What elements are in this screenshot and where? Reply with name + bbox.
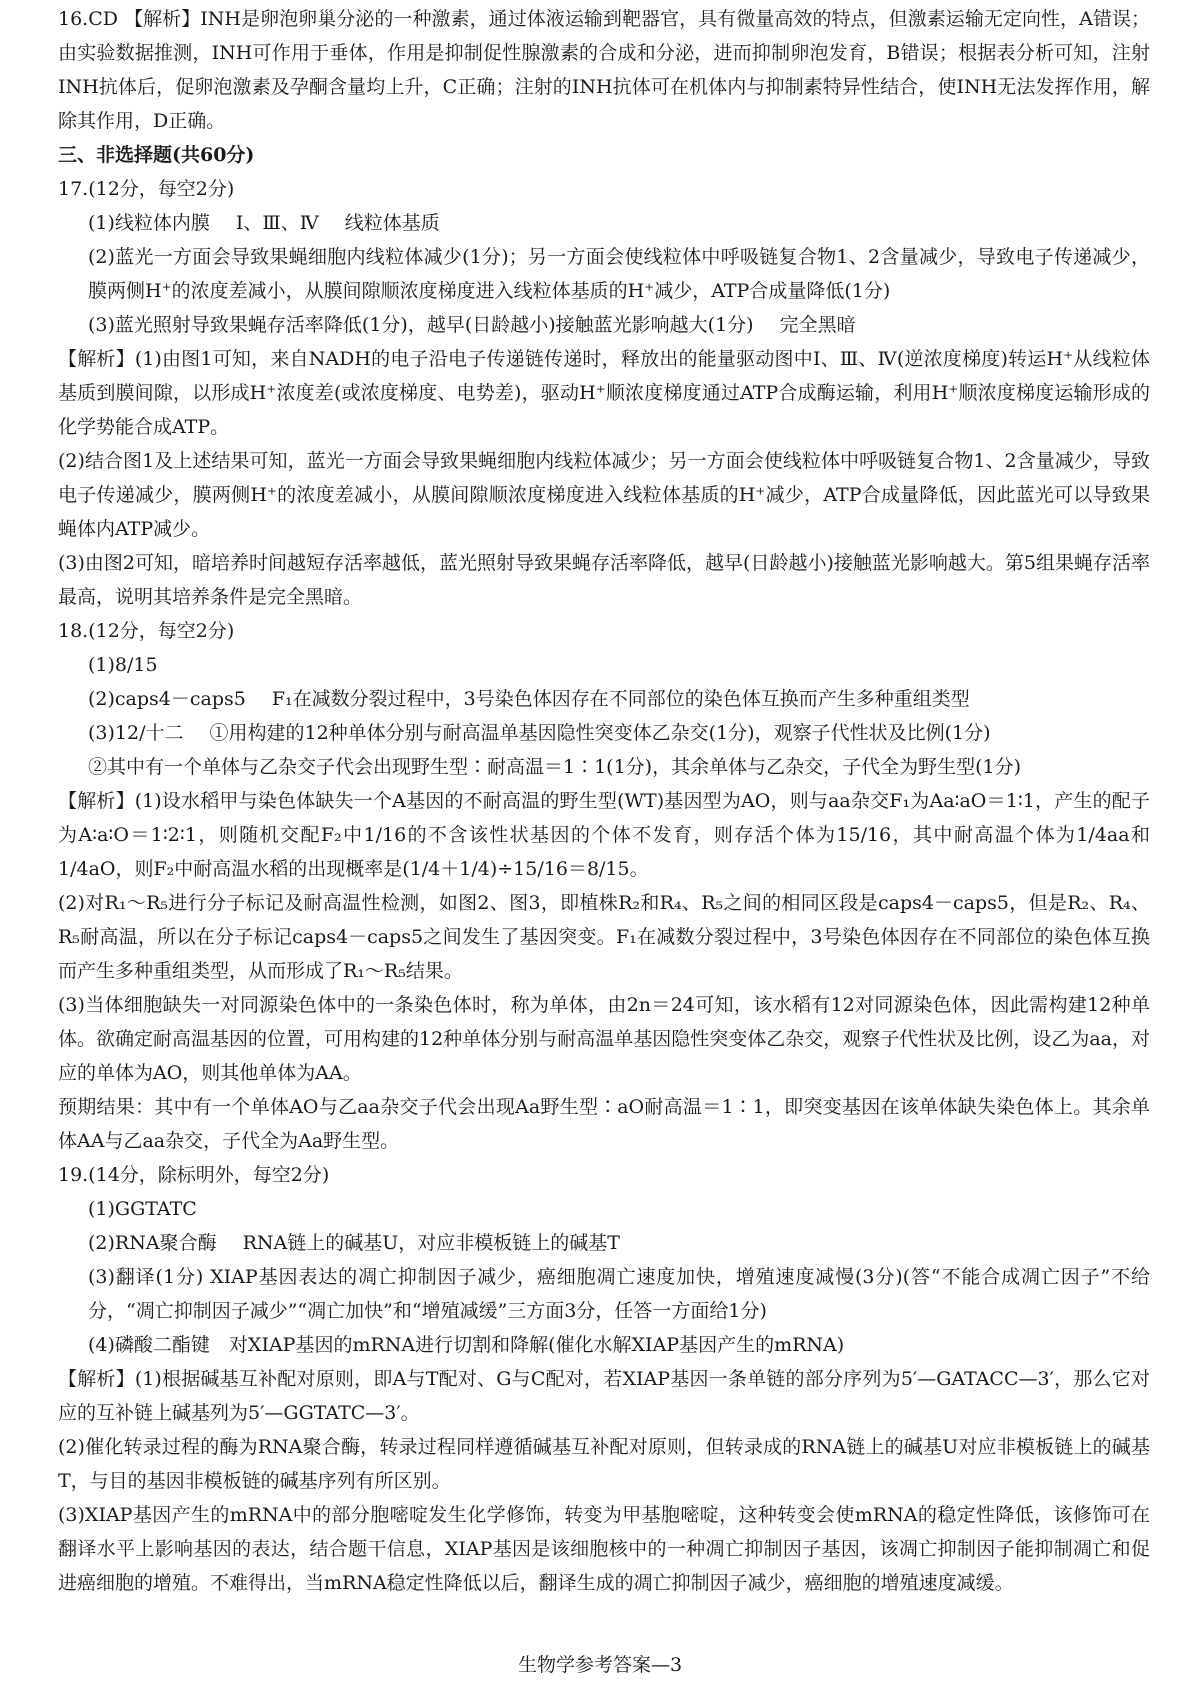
section-title: 三、非选择题(共60分): [58, 144, 255, 166]
q19-answer-3: (3)翻译(1分) XIAP基因表达的凋亡抑制因子减少，癌细胞凋亡速度加快，增殖速度减慢(3分)(答“不能合成凋亡因子”不给分，“凋亡抑制因子减少”“凋亡加快”和“增殖减缓”三方面3分，任答一方面给1分): [88, 1266, 1150, 1322]
q18-answer-2: [58, 682, 1150, 716]
q17-answer-2: (2)蓝光一方面会导致果蝇细胞内线粒体减少(1分)；另一方面会使线粒体中呼吸链复合物1、2含量减少，导致电子传递减少，膜两侧H⁺的浓度差减小，从膜间隙顺浓度梯度进入线粒体基质的H⁺减少，ATP合成量降低(1分): [88, 246, 1150, 302]
q17-answer-3b: 完全黑暗: [779, 314, 856, 336]
q19-explanation-1: 【解析】(1)根据碱基互补配对原则，即A与T配对、G与C配对，若XIAP基因一条单链的部分序列为5′—GATACC—3′，那么它对应的互补链上碱基列为5′—GGTATC—3′。: [58, 1368, 1150, 1424]
page-footer: 生物学参考答案—3: [517, 1654, 683, 1676]
q19-answer-1: (1)GGTATC: [88, 1198, 197, 1220]
q18-answer-2b: F₁在减数分裂过程中，3号染色体因存在不同部位的染色体互换而产生多种重组类型: [271, 688, 970, 710]
q17-answer-1b: Ⅰ、Ⅲ、Ⅳ: [235, 212, 319, 234]
q17-explanation-2: (2)结合图1及上述结果可知，蓝光一方面会导致果蝇细胞内线粒体减少；另一方面会使线粒体中呼吸链复合物1、2含量减少，导致电子传递减少，膜两侧H⁺的浓度差减小，从膜间隙顺浓度梯度进入线粒体基质的H⁺减少，ATP合成量降低，因此蓝光可以导致果蝇体内ATP减少。: [58, 450, 1150, 540]
q17-explanation-3: (3)由图2可知，暗培养时间越短存活率越低，蓝光照射导致果蝇存活率降低，越早(日龄越小)接触蓝光影响越大。第5组果蝇存活率最高，说明其培养条件是完全黑暗。: [58, 552, 1150, 608]
q18-answer-3: [58, 716, 1150, 750]
q18-answer-3b: ①用构建的12种单体分别与耐高温单基因隐性突变体乙杂交(1分)，观察子代性状及比例(1分): [209, 722, 991, 744]
q17-answer-3: [58, 308, 1150, 342]
q19-answer-4: (4)磷酸二酯键 对XIAP基因的mRNA进行切割和降解(催化水解XIAP基因产生的mRNA): [88, 1334, 845, 1356]
q18-explanation-4: 预期结果：其中有一个单体AO与乙aa杂交子代会出现Aa野生型∶aO耐高温＝1∶1，即突变基因在该单体缺失染色体上。其余单体AA与乙aa杂交，子代全为Aa野生型。: [58, 1096, 1150, 1152]
q19-answer-2b: RNA链上的碱基U，对应非模板链上的碱基T: [242, 1232, 620, 1254]
q18-answer-1: (1)8/15: [88, 654, 158, 676]
q17-answer-1: [58, 206, 1150, 240]
q17-explanation-1: 【解析】(1)由图1可知，来自NADH的电子沿电子传递链传递时，释放出的能量驱动图中Ⅰ、Ⅲ、Ⅳ(逆浓度梯度)转运H⁺从线粒体基质到膜间隙，以形成H⁺浓度差(或浓度梯度、电势差)，驱动H⁺顺浓度梯度通过ATP合成酶运输，利用H⁺顺浓度梯度运输形成的化学势能合成ATP。: [58, 348, 1150, 438]
q18-explanation-1: 【解析】(1)设水稻甲与染色体缺失一个A基因的不耐高温的野生型(WT)基因型为AO，则与aa杂交F₁为Aa∶aO＝1∶1，产生的配子为A∶a∶O＝1∶2∶1，则随机交配F₂中1/16的不含该性状基因的个体不发育，则存活个体为15/16，其中耐高温个体为1/4aa和1/4aO，则F₂中耐高温水稻的出现概率是(1/4＋1/4)÷15/16＝8/15。: [58, 790, 1150, 880]
q17-header: 17.(12分，每空2分): [58, 178, 235, 200]
q16-explanation: 16.CD 【解析】INH是卵泡卵巢分泌的一种激素，通过体液运输到靶器官，具有微量高效的特点，但激素运输无定向性，A错误；由实验数据推测，INH可作用于垂体，作用是抑制促性腺激素的合成和分泌，进而抑制卵泡发育，B错误；根据表分析可知，注射INH抗体后，促卵泡激素及孕酮含量均上升，C正确；注射的INH抗体可在机体内与抑制素特异性结合，使INH无法发挥作用，解除其作用，D正确。: [58, 8, 1150, 132]
q19-explanation-3: (3)XIAP基因产生的mRNA中的部分胞嘧啶发生化学修饰，转变为甲基胞嘧啶，这种转变会使mRNA的稳定性降低，该修饰可在翻译水平上影响基因的表达，结合题干信息，XIAP基因是该细胞核中的一种凋亡抑制因子基因，该凋亡抑制因子能抑制凋亡和促进癌细胞的增殖。不难得出，当mRNA稳定性降低以后，翻译生成的凋亡抑制因子减少，癌细胞的增殖速度减缓。: [58, 1504, 1150, 1594]
q19-answer-2a: (2)RNA聚合酶: [88, 1232, 217, 1254]
q18-answer-3c: ②其中有一个单体与乙杂交子代会出现野生型∶耐高温＝1∶1(1分)，其余单体与乙杂交，子代全为野生型(1分): [88, 756, 1022, 778]
q17-answer-1c: 线粒体基质: [344, 212, 440, 234]
q17-answer-1a: (1)线粒体内膜: [88, 212, 210, 234]
q19-header: 19.(14分，除标明外，每空2分): [58, 1164, 330, 1186]
answer-content: [58, 2, 1150, 1600]
q18-answer-3a: (3)12/十二: [88, 722, 184, 744]
q18-explanation-3: (3)当体细胞缺失一对同源染色体中的一条染色体时，称为单体，由2n＝24可知，该水稻有12对同源染色体，因此需构建12种单体。欲确定耐高温基因的位置，可用构建的12种单体分别与耐高温单基因隐性突变体乙杂交，观察子代性状及比例，设乙为aa，对应的单体为AO，则其他单体为AA。: [58, 994, 1150, 1084]
q18-answer-2a: (2)caps4－caps5: [88, 688, 246, 710]
q18-explanation-2: (2)对R₁～R₅进行分子标记及耐高温性检测，如图2、图3，即植株R₂和R₄、R₅之间的相同区段是caps4－caps5，但是R₂、R₄、R₅耐高温，所以在分子标记caps4－caps5之间发生了基因突变。F₁在减数分裂过程中，3号染色体因存在不同部位的染色体互换而产生多种重组类型，从而形成了R₁～R₅结果。: [58, 892, 1150, 982]
q17-answer-3a: (3)蓝光照射导致果蝇存活率降低(1分)，越早(日龄越小)接触蓝光影响越大(1分): [88, 314, 754, 336]
q19-answer-2: [58, 1226, 1150, 1260]
q19-explanation-2: (2)催化转录过程的酶为RNA聚合酶，转录过程同样遵循碱基互补配对原则，但转录成的RNA链上的碱基U对应非模板链上的碱基T，与目的基因非模板链的碱基序列有所区别。: [58, 1436, 1150, 1492]
q18-header: 18.(12分，每空2分): [58, 620, 235, 642]
